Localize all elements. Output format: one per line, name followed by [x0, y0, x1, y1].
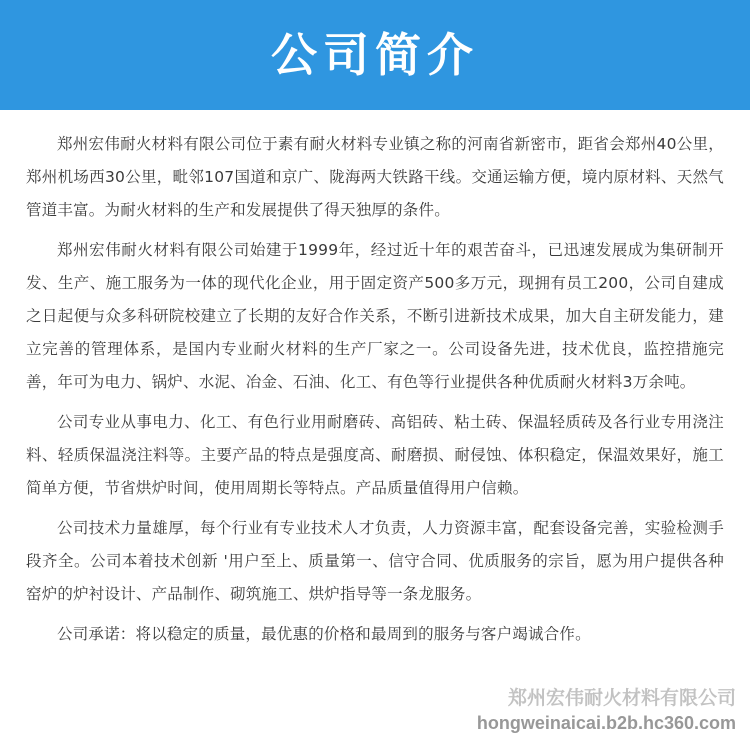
profile-body [0, 110, 750, 651]
watermark-url: hongweinaicai.b2b.hc360.com [476, 713, 736, 733]
watermark [477, 685, 736, 735]
paragraph-3: 公司专业从事电力、化工、有色行业用耐磨砖、高铝砖、粘土砖、保温轻质砖及各行业专用浇注料、轻质保温浇注料等。主要产品的特点是强度高、耐磨损、耐侵蚀、体积稳定，保温效果好，施工简单方便，节省烘炉时间，使用周期长等特点。产品质量值得用户信赖。 [26, 413, 724, 497]
watermark-company-name: 郑州宏伟耐火材料有限公司 [507, 687, 736, 709]
paragraph-5: 公司承诺：将以稳定的质量，最优惠的价格和最周到的服务与客户竭诚合作。 [57, 625, 591, 643]
paragraph-1: 郑州宏伟耐火材料有限公司位于素有耐火材料专业镇之称的河南省新密市，距省会郑州40公里，郑州机场西30公里，毗邻107国道和京广、陇海两大铁路干线。交通运输方便，境内原材料、天然气管道丰富。为耐火材料的生产和发展提供了得天独厚的条件。 [26, 135, 724, 219]
page-title: 公司简介 [271, 28, 479, 82]
paragraph-4: 公司技术力量雄厚，每个行业有专业技术人才负责，人力资源丰富，配套设备完善，实验检测手段齐全。公司本着技术创新 '用户至上、质量第一、信守合同、优质服务的宗旨，愿为用户提供各种窑炉的炉衬设计、产品制作、砌筑施工、烘炉指导等一条龙服务。 [26, 519, 724, 603]
header-banner [0, 0, 750, 110]
paragraph-2: 郑州宏伟耐火材料有限公司始建于1999年，经过近十年的艰苦奋斗，已迅速发展成为集研制开发、生产、施工服务为一体的现代化企业，用于固定资产500多万元，现拥有员工200，公司自建成之日起便与众多科研院校建立了长期的友好合作关系，不断引进新技术成果，加大自主研发能力，建立完善的管理体系，是国内专业耐火材料的生产厂家之一。公司设备先进，技术优良，监控措施完善，年可为电力、锅炉、水泥、冶金、石油、化工、有色等行业提供各种优质耐火材料3万余吨。 [26, 241, 724, 391]
